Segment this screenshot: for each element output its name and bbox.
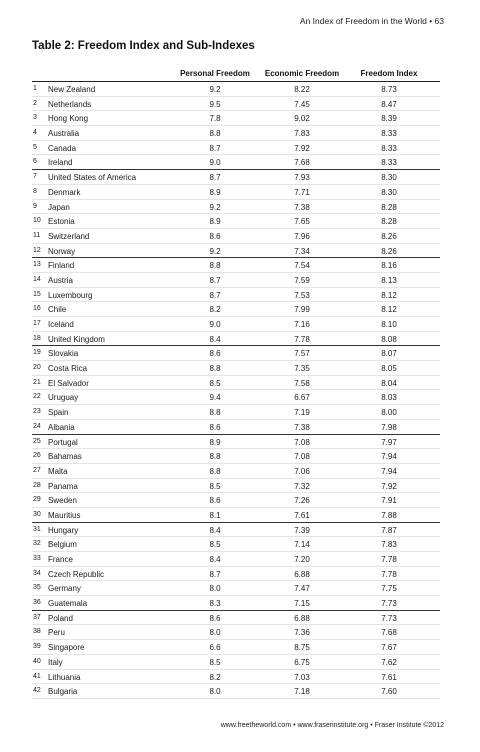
page-footer: www.freetheworld.com • www.fraserinstitute.org • Fraser Institute ©2012	[220, 722, 444, 729]
economic-freedom-cell: 7.57	[294, 349, 310, 359]
country-cell: Costa Rica	[48, 364, 88, 374]
country-cell: Denmark	[48, 187, 81, 197]
freedom-index-cell: 8.04	[381, 378, 397, 388]
freedom-index-cell: 8.26	[381, 246, 397, 256]
economic-freedom-cell: 7.20	[294, 555, 310, 564]
rank-cell: 29	[33, 496, 41, 504]
country-cell: Peru	[48, 628, 65, 638]
column-header-economic-freedom: Economic Freedom	[264, 69, 340, 78]
personal-freedom-cell: 8.3	[209, 599, 221, 609]
country-cell: Uruguay	[48, 393, 79, 403]
column-header-personal-freedom: Personal Freedom	[180, 69, 250, 78]
freedom-index-cell: 8.47	[381, 99, 397, 109]
personal-freedom-cell: 8.5	[209, 657, 221, 667]
country-cell: Hong Kong	[48, 114, 89, 124]
country-cell: Austria	[48, 275, 73, 285]
country-cell: New Zealand	[48, 85, 96, 94]
rank-cell: 15	[33, 290, 41, 298]
table-row	[32, 82, 440, 97]
country-cell: Bulgaria	[48, 687, 78, 697]
freedom-index-cell: 8.33	[381, 158, 397, 168]
rank-cell: 38	[33, 628, 41, 636]
rank-cell: 10	[33, 217, 41, 225]
country-cell: Netherlands	[48, 99, 92, 109]
personal-freedom-cell: 8.8	[209, 129, 221, 139]
rank-cell: 32	[33, 540, 41, 548]
personal-freedom-cell: 8.5	[209, 378, 221, 388]
freedom-index-cell: 7.88	[381, 510, 397, 520]
rank-cell: 3	[33, 114, 37, 122]
table-row	[32, 170, 440, 185]
personal-freedom-cell: 7.8	[209, 114, 221, 124]
rank-cell: 16	[33, 305, 41, 313]
personal-freedom-cell: 6.6	[209, 643, 221, 653]
rank-cell: 42	[33, 687, 41, 695]
personal-freedom-cell: 8.6	[209, 422, 221, 432]
table-row	[32, 185, 440, 200]
personal-freedom-cell: 9.2	[209, 85, 221, 94]
freedom-index-cell: 8.30	[381, 173, 397, 183]
economic-freedom-cell: 7.71	[294, 187, 310, 197]
economic-freedom-cell: 7.16	[294, 320, 310, 329]
country-cell: Estonia	[48, 217, 75, 227]
rank-cell: 28	[33, 481, 41, 489]
economic-freedom-cell: 7.08	[294, 452, 310, 462]
freedom-index-cell: 7.68	[381, 628, 397, 638]
country-cell: Ireland	[48, 158, 73, 168]
table-row	[32, 537, 440, 552]
freedom-index-cell: 8.33	[381, 143, 397, 153]
rank-cell: 8	[33, 187, 37, 195]
economic-freedom-cell: 7.18	[294, 687, 310, 697]
personal-freedom-cell: 8.6	[209, 349, 221, 359]
economic-freedom-cell: 7.35	[294, 364, 310, 374]
economic-freedom-cell: 9.02	[294, 114, 310, 124]
freedom-index-cell: 7.73	[381, 599, 397, 609]
freedom-index-cell: 8.26	[381, 231, 397, 241]
country-cell: Italy	[48, 657, 63, 667]
personal-freedom-cell: 8.5	[209, 481, 221, 491]
personal-freedom-cell: 8.5	[209, 540, 221, 550]
rank-cell: 41	[33, 672, 41, 680]
rank-cell: 5	[33, 143, 37, 151]
economic-freedom-cell: 7.39	[294, 525, 310, 535]
table-row	[32, 126, 440, 141]
table-row	[32, 625, 440, 640]
table-row	[32, 479, 440, 494]
table-row	[32, 390, 440, 405]
freedom-index-cell: 7.78	[381, 555, 397, 564]
table-row	[32, 670, 440, 685]
personal-freedom-cell: 8.9	[209, 187, 221, 197]
freedom-index-cell: 7.61	[381, 672, 397, 682]
personal-freedom-cell: 8.0	[209, 687, 221, 697]
economic-freedom-cell: 7.58	[294, 378, 310, 388]
country-cell: Czech Republic	[48, 569, 105, 579]
rank-cell: 22	[33, 393, 41, 401]
table-row	[32, 567, 440, 582]
country-cell: Singapore	[48, 643, 85, 653]
economic-freedom-cell: 7.26	[294, 496, 310, 506]
freedom-index-cell: 8.39	[381, 114, 397, 124]
economic-freedom-cell: 6.75	[294, 657, 310, 667]
table-row	[32, 405, 440, 420]
table-row	[32, 523, 440, 538]
country-cell: Malta	[48, 466, 68, 476]
personal-freedom-cell: 8.6	[209, 496, 221, 506]
country-cell: Germany	[48, 584, 81, 594]
freedom-index-cell: 8.08	[381, 334, 397, 344]
rank-cell: 18	[33, 334, 41, 342]
freedom-index-cell: 8.05	[381, 364, 397, 374]
personal-freedom-cell: 8.7	[209, 290, 221, 300]
personal-freedom-cell: 9.0	[209, 158, 221, 168]
personal-freedom-cell: 8.2	[209, 305, 221, 315]
freedom-index-cell: 8.28	[381, 217, 397, 227]
table-body	[32, 82, 440, 699]
table-row	[32, 273, 440, 288]
rank-cell: 39	[33, 643, 41, 651]
rank-cell: 36	[33, 599, 41, 607]
economic-freedom-cell: 7.53	[294, 290, 310, 300]
country-cell: Canada	[48, 143, 77, 153]
personal-freedom-cell: 8.6	[209, 231, 221, 241]
economic-freedom-cell: 7.38	[294, 202, 310, 212]
economic-freedom-cell: 7.93	[294, 173, 310, 183]
country-cell: El Salvador	[48, 378, 89, 388]
country-cell: Slovakia	[48, 349, 79, 359]
rank-cell: 4	[33, 129, 37, 137]
economic-freedom-cell: 6.88	[294, 613, 310, 623]
freedom-index-cell: 8.28	[381, 202, 397, 212]
rank-cell: 6	[33, 158, 37, 166]
economic-freedom-cell: 7.61	[294, 510, 310, 520]
country-cell: Spain	[48, 408, 69, 418]
personal-freedom-cell: 9.2	[209, 246, 221, 256]
rank-cell: 37	[33, 613, 41, 621]
freedom-index-cell: 7.62	[381, 657, 397, 667]
table-row	[32, 611, 440, 626]
freedom-index-cell: 7.60	[381, 687, 397, 697]
table-row	[32, 361, 440, 376]
economic-freedom-cell: 6.88	[294, 569, 310, 579]
economic-freedom-cell: 7.08	[294, 437, 310, 447]
freedom-index-cell: 7.73	[381, 613, 397, 623]
freedom-index-cell: 7.67	[381, 643, 397, 653]
economic-freedom-cell: 7.19	[294, 408, 310, 418]
country-cell: Iceland	[48, 320, 74, 329]
freedom-index-cell: 7.91	[381, 496, 397, 506]
country-cell: Sweden	[48, 496, 77, 506]
freedom-index-cell: 8.12	[381, 290, 397, 300]
country-cell: Albania	[48, 422, 75, 432]
freedom-index-cell: 8.00	[381, 408, 397, 418]
freedom-index-cell: 8.73	[381, 85, 397, 94]
table-row	[32, 258, 440, 273]
table-row	[32, 493, 440, 508]
table-row	[32, 288, 440, 303]
country-cell: Belgium	[48, 540, 77, 550]
table-row	[32, 332, 440, 347]
table-row	[32, 552, 440, 567]
personal-freedom-cell: 8.9	[209, 217, 221, 227]
economic-freedom-cell: 7.92	[294, 143, 310, 153]
personal-freedom-cell: 8.7	[209, 143, 221, 153]
economic-freedom-cell: 7.47	[294, 584, 310, 594]
personal-freedom-cell: 8.7	[209, 275, 221, 285]
freedom-index-cell: 7.94	[381, 452, 397, 462]
personal-freedom-cell: 8.7	[209, 569, 221, 579]
personal-freedom-cell: 8.6	[209, 613, 221, 623]
freedom-index-cell: 7.75	[381, 584, 397, 594]
table-row	[32, 596, 440, 611]
economic-freedom-cell: 7.14	[294, 540, 310, 550]
economic-freedom-cell: 7.78	[294, 334, 310, 344]
economic-freedom-cell: 7.83	[294, 129, 310, 139]
freedom-index-cell: 8.03	[381, 393, 397, 403]
rank-cell: 34	[33, 569, 41, 577]
personal-freedom-cell: 9.4	[209, 393, 221, 403]
table-row	[32, 508, 440, 523]
country-cell: United Kingdom	[48, 334, 105, 344]
table-row	[32, 449, 440, 464]
running-head: An Index of Freedom in the World • 63	[299, 16, 444, 26]
personal-freedom-cell: 8.8	[209, 261, 221, 271]
economic-freedom-cell: 8.22	[294, 85, 310, 94]
personal-freedom-cell: 8.4	[209, 334, 221, 344]
freedom-index-cell: 7.97	[381, 437, 397, 447]
rank-cell: 11	[33, 231, 41, 239]
economic-freedom-cell: 7.06	[294, 466, 310, 476]
freedom-index-table	[32, 68, 440, 699]
economic-freedom-cell: 7.38	[294, 422, 310, 432]
economic-freedom-cell: 7.03	[294, 672, 310, 682]
rank-cell: 33	[33, 555, 41, 562]
freedom-index-cell: 8.33	[381, 129, 397, 139]
freedom-index-cell: 7.98	[381, 422, 397, 432]
table-row	[32, 640, 440, 655]
rank-cell: 12	[33, 246, 41, 254]
personal-freedom-cell: 8.9	[209, 437, 221, 447]
economic-freedom-cell: 7.99	[294, 305, 310, 315]
economic-freedom-cell: 7.68	[294, 158, 310, 168]
country-cell: Chile	[48, 305, 67, 315]
personal-freedom-cell: 8.7	[209, 173, 221, 183]
country-cell: Guatemala	[48, 599, 88, 609]
table-row	[32, 435, 440, 450]
country-cell: Mauritius	[48, 510, 81, 520]
economic-freedom-cell: 7.32	[294, 481, 310, 491]
rank-cell: 17	[33, 320, 41, 327]
country-cell: Norway	[48, 246, 76, 256]
economic-freedom-cell: 7.59	[294, 275, 310, 285]
table-title: Table 2: Freedom Index and Sub-Indexes	[32, 40, 255, 52]
rank-cell: 25	[33, 437, 41, 445]
economic-freedom-cell: 6.67	[294, 393, 310, 403]
economic-freedom-cell: 7.36	[294, 628, 310, 638]
personal-freedom-cell: 9.2	[209, 202, 221, 212]
table-row	[32, 376, 440, 391]
country-cell: Bahamas	[48, 452, 82, 462]
personal-freedom-cell: 8.2	[209, 672, 221, 682]
economic-freedom-cell: 7.15	[294, 599, 310, 609]
rank-cell: 24	[33, 422, 41, 430]
personal-freedom-cell: 8.8	[209, 452, 221, 462]
personal-freedom-cell: 8.8	[209, 364, 221, 374]
country-cell: Luxembourg	[48, 290, 93, 300]
economic-freedom-cell: 7.65	[294, 217, 310, 227]
personal-freedom-cell: 8.4	[209, 525, 221, 535]
rank-cell: 26	[33, 452, 41, 460]
table-header-row	[32, 68, 440, 82]
rank-cell: 2	[33, 99, 37, 107]
economic-freedom-cell: 7.96	[294, 231, 310, 241]
rank-cell: 23	[33, 408, 41, 416]
rank-cell: 27	[33, 466, 41, 474]
table-row	[32, 155, 440, 170]
country-cell: Hungary	[48, 525, 79, 535]
country-cell: Finland	[48, 261, 75, 271]
rank-cell: 9	[33, 202, 37, 210]
freedom-index-cell: 8.12	[381, 305, 397, 315]
country-cell: France	[48, 555, 73, 564]
rank-cell: 14	[33, 275, 41, 283]
column-header-freedom-index: Freedom Index	[360, 69, 418, 78]
economic-freedom-cell: 8.75	[294, 643, 310, 653]
table-row	[32, 346, 440, 361]
table-row	[32, 302, 440, 317]
freedom-index-cell: 8.07	[381, 349, 397, 359]
personal-freedom-cell: 8.0	[209, 628, 221, 638]
table-row	[32, 141, 440, 156]
personal-freedom-cell: 8.0	[209, 584, 221, 594]
country-cell: Lithuania	[48, 672, 81, 682]
table-row	[32, 229, 440, 244]
freedom-index-cell: 7.87	[381, 525, 397, 535]
personal-freedom-cell: 8.8	[209, 408, 221, 418]
country-cell: Australia	[48, 129, 80, 139]
freedom-index-cell: 8.16	[381, 261, 397, 271]
table-row	[32, 581, 440, 596]
table-row	[32, 317, 440, 332]
table-row	[32, 464, 440, 479]
country-cell: Poland	[48, 613, 73, 623]
rank-cell: 19	[33, 349, 41, 357]
table-row	[32, 684, 440, 699]
table-row	[32, 111, 440, 126]
freedom-index-cell: 8.10	[381, 320, 397, 329]
economic-freedom-cell: 7.54	[294, 261, 310, 271]
country-cell: Portugal	[48, 437, 78, 447]
rank-cell: 31	[33, 525, 41, 533]
freedom-index-cell: 7.78	[381, 569, 397, 579]
table-row	[32, 214, 440, 229]
personal-freedom-cell: 9.0	[209, 320, 221, 329]
freedom-index-cell: 8.30	[381, 187, 397, 197]
table-row	[32, 655, 440, 670]
rank-cell: 7	[33, 173, 37, 181]
personal-freedom-cell: 8.8	[209, 466, 221, 476]
freedom-index-cell: 7.92	[381, 481, 397, 491]
country-cell: Panama	[48, 481, 78, 491]
country-cell: Switzerland	[48, 231, 90, 241]
personal-freedom-cell: 8.1	[209, 510, 221, 520]
personal-freedom-cell: 9.5	[209, 99, 221, 109]
economic-freedom-cell: 7.45	[294, 99, 310, 109]
rank-cell: 21	[33, 378, 41, 386]
rank-cell: 30	[33, 510, 41, 518]
rank-cell: 20	[33, 364, 41, 372]
table-row	[32, 97, 440, 112]
table-row	[32, 244, 440, 259]
country-cell: United States of America	[48, 173, 137, 183]
economic-freedom-cell: 7.34	[294, 246, 310, 256]
freedom-index-cell: 7.94	[381, 466, 397, 476]
rank-cell: 35	[33, 584, 41, 592]
freedom-index-cell: 8.13	[381, 275, 397, 285]
table-row	[32, 420, 440, 435]
table-row	[32, 200, 440, 215]
personal-freedom-cell: 8.4	[209, 555, 221, 564]
rank-cell: 1	[33, 85, 37, 92]
rank-cell: 40	[33, 657, 41, 665]
freedom-index-cell: 7.83	[381, 540, 397, 550]
country-cell: Japan	[48, 202, 70, 212]
rank-cell: 13	[33, 261, 41, 269]
